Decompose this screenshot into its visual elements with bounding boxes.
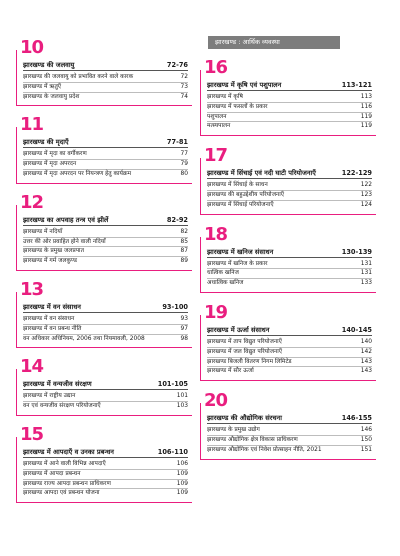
toc-entry[interactable]: [23, 160, 188, 170]
toc-entry-title: झारखण्ड की जलवायु को प्रभावित करने वाले कारक: [23, 74, 134, 80]
toc-entry-page: 85: [180, 238, 188, 245]
toc-entry[interactable]: [23, 489, 188, 498]
toc-entry-page: 131: [360, 270, 372, 277]
toc-entry-page: 98: [180, 335, 188, 342]
toc-entry-title: झारखण्ड में आने वाली विभिन्न आपदाएँ: [23, 460, 106, 467]
chapter-title-row[interactable]: [23, 447, 188, 458]
toc-entry-title: पशुपालन: [207, 113, 227, 120]
toc-entry-title: झारखण्ड में कृषि: [207, 94, 243, 100]
toc-entry-page: 109: [176, 470, 188, 477]
chapter-number: 17: [204, 145, 228, 167]
toc-entry[interactable]: [23, 325, 188, 335]
chapter-block: [16, 38, 192, 106]
toc-entry-title: झारखण्ड में फसलों के प्रकार: [207, 103, 268, 110]
chapter-number: 12: [20, 191, 44, 213]
toc-entry[interactable]: [23, 238, 188, 248]
chapter-page-range: 113-121: [341, 81, 372, 89]
toc-entry-page: 87: [180, 248, 188, 255]
chapter-block: [16, 115, 192, 183]
toc-entry-page: 73: [180, 83, 188, 90]
chapter-number: 14: [20, 356, 44, 378]
toc-entry-title: झारखण्ड में खनिज के प्रकार: [207, 260, 268, 267]
toc-entry-page: 82: [180, 228, 188, 235]
toc-entry-title: अधात्विक खनिज: [207, 280, 244, 287]
toc-entry-title: उत्तर की ओर प्रवाहित होने वाली नदियाँ: [23, 238, 106, 245]
chapter-frame: [16, 127, 192, 183]
toc-entry[interactable]: [23, 228, 188, 238]
toc-entry-page: 74: [180, 93, 188, 100]
toc-entry-page: 150: [360, 436, 372, 443]
toc-entry-title: झारखण्ड में मृदा का वर्गीकरण: [23, 151, 87, 158]
chapter-page-range: 130-139: [341, 247, 372, 256]
chapter-block: [16, 357, 192, 416]
toc-entry[interactable]: [23, 402, 188, 411]
toc-entry-title: झारखण्ड में ऋतुएँ: [23, 83, 62, 90]
toc-entry-title: झारखण्ड में वन संसाधन: [23, 315, 75, 322]
toc-entry-title: झारखण्ड की बहुउद्देशीय परियोजनाएँ: [207, 191, 284, 198]
chapter-title: झारखण्ड में खनिज संसाधन: [207, 247, 274, 256]
toc-entry[interactable]: [207, 191, 372, 201]
toc-entry-page: 109: [176, 490, 188, 497]
toc-entry-page: 79: [180, 161, 188, 168]
left-column: [16, 38, 192, 503]
toc-entry-page: 119: [360, 123, 372, 130]
toc-entry-page: 143: [360, 358, 372, 365]
chapter-title-row[interactable]: [207, 168, 372, 179]
toc-entry-title: झारखण्ड में सिंचाई परियोजनाएँ: [207, 201, 274, 208]
chapter-frame: [200, 315, 376, 381]
right-column: [200, 58, 376, 460]
chapter-page-range: 122-129: [341, 169, 372, 178]
chapter-title: झारखण्ड में वन संसाधन: [23, 302, 81, 311]
chapter-title: झारखण्ड में कृषि एवं पशुपालन: [207, 81, 282, 89]
toc-entry-page: 151: [360, 446, 372, 453]
chapter-title: झारखण्ड में आपदाएँ व उनका प्रबन्धन: [23, 447, 114, 456]
toc-entry[interactable]: [207, 426, 372, 436]
toc-entry-page: 122: [360, 182, 372, 189]
toc-entry-page: 143: [360, 368, 372, 375]
chapter-page-range: 101-105: [157, 380, 188, 389]
chapter-number: 15: [20, 423, 44, 445]
toc-entry-page: 77: [180, 151, 188, 158]
toc-entry-title: झारखण्ड के जलवायु प्रदेश: [23, 93, 80, 100]
chapter-number: 20: [204, 390, 228, 412]
chapter-block: [200, 146, 376, 214]
toc-entry[interactable]: [23, 247, 188, 257]
toc-entry-title: झारखण्ड के प्रमुख उद्योग: [207, 427, 260, 434]
toc-entry-page: 113: [360, 94, 372, 100]
chapter-block: [200, 58, 376, 136]
chapter-title: झारखण्ड की औद्योगिक संरचना: [207, 414, 282, 423]
toc-entry-title: झारखण्ड औद्योगिक क्षेत्र विकास प्राधिकरण: [207, 436, 298, 443]
chapter-page-range: 106-110: [157, 447, 188, 456]
toc-entry[interactable]: [207, 279, 372, 288]
toc-entry-title: मत्स्यपालन: [207, 123, 231, 130]
chapter-title-row[interactable]: [23, 215, 188, 226]
toc-entry-page: 103: [176, 403, 188, 410]
toc-entry[interactable]: [23, 480, 188, 490]
toc-entry-title: झारखण्ड में जल विद्युत परियोजनाएँ: [207, 348, 283, 355]
toc-entry[interactable]: [207, 446, 372, 455]
toc-entry-page: 109: [176, 480, 188, 487]
toc-entry-title: धात्विक खनिज: [207, 270, 239, 277]
toc-entry-title: झारखण्ड में सिंचाई के साधन: [207, 182, 268, 189]
toc-entry[interactable]: [23, 470, 188, 480]
chapter-frame: [16, 292, 192, 348]
chapter-frame: [16, 369, 192, 416]
chapter-title-row[interactable]: [23, 60, 188, 71]
toc-entry[interactable]: [207, 113, 372, 123]
toc-entry-title: झारखण्ड में राष्ट्रीय उद्यान: [23, 393, 76, 400]
chapter-page-range: 140-145: [341, 325, 372, 334]
toc-entry[interactable]: [207, 93, 372, 103]
toc-entry-page: 124: [360, 201, 372, 208]
chapter-page-range: 93-100: [162, 302, 188, 311]
toc-entry-page: 142: [360, 348, 372, 355]
toc-entry-page: 119: [360, 113, 372, 120]
toc-entry-title: वन अधिकार अधिनियम, 2006 तथा नियमावली, 2008: [23, 335, 145, 342]
chapter-frame: [16, 437, 192, 503]
toc-entry-title: झारखण्ड बिजली वितरण निगम लिमिटेड: [207, 358, 292, 365]
toc-entry-title: झारखण्ड आपदा एवं प्रबन्धन योजना: [23, 490, 100, 497]
toc-entry[interactable]: [207, 122, 372, 131]
toc-entry[interactable]: [207, 269, 372, 279]
chapter-title-row[interactable]: [207, 325, 372, 336]
chapter-block: [200, 303, 376, 381]
toc-entry-title: झारखण्ड औद्योगिक एवं निवेश प्रोत्साहन नीति, 2021: [207, 446, 322, 453]
chapter-block: [16, 280, 192, 348]
toc-entry-page: 93: [180, 315, 188, 322]
toc-entry[interactable]: [207, 348, 372, 358]
chapter-title: झारखण्ड की जलवायु: [23, 61, 75, 69]
toc-entry[interactable]: [207, 436, 372, 446]
toc-entry[interactable]: [23, 335, 188, 344]
chapter-title-row[interactable]: [207, 247, 372, 258]
chapter-number: 11: [20, 114, 44, 136]
chapter-frame: [200, 70, 376, 136]
chapter-block: [16, 193, 192, 271]
toc-entry-title: झारखण्ड में सौर ऊर्जा: [207, 368, 254, 375]
toc-entry[interactable]: [207, 201, 372, 210]
chapter-number: 10: [20, 37, 44, 58]
toc-entry-title: झारखण्ड में ताप विद्युत परियोजनाएँ: [207, 338, 282, 345]
toc-entry[interactable]: [23, 257, 188, 266]
chapter-number: 13: [20, 278, 44, 300]
toc-entry-title: झारखण्ड राज्य आपदा प्रबन्धन प्राधिकरण: [23, 480, 111, 487]
chapter-block: [16, 425, 192, 503]
chapter-title: झारखण्ड की मृदाएँ: [23, 138, 69, 147]
toc-entry[interactable]: [23, 392, 188, 402]
chapter-number: 18: [204, 223, 228, 245]
toc-entry[interactable]: [23, 93, 188, 102]
section-header-label: झारखण्ड : आर्थिक व्यवस्था: [215, 38, 280, 46]
toc-entry-title: झारखण्ड के प्रमुख जलप्रपात: [23, 248, 84, 255]
chapter-title: झारखण्ड में वन्यजीव संरक्षण: [23, 380, 92, 389]
toc-entry-title: झारखण्ड में वन प्रबन्ध नीति: [23, 325, 82, 332]
chapter-title-row[interactable]: [23, 379, 188, 390]
chapter-number: 16: [204, 57, 228, 78]
toc-entry-page: 89: [180, 258, 188, 265]
toc-entry-title: झारखण्ड में गर्म जलकुण्ड: [23, 258, 77, 265]
toc-entry-page: 140: [360, 338, 372, 345]
toc-entry-page: 72: [180, 74, 188, 80]
toc-entry[interactable]: [23, 170, 188, 179]
toc-entry-page: 123: [360, 191, 372, 198]
toc-entry[interactable]: [207, 367, 372, 376]
toc-entry[interactable]: [23, 73, 188, 83]
chapter-block: [200, 225, 376, 293]
chapter-title-row[interactable]: [23, 137, 188, 148]
chapter-page-range: 146-155: [341, 414, 372, 423]
chapter-title: झारखण्ड में सिंचाई एवं नदी घाटी परियोजनाएँ: [207, 169, 316, 178]
toc-entry[interactable]: [207, 260, 372, 270]
toc-entry-page: 133: [360, 280, 372, 287]
chapter-page-range: 82-92: [166, 215, 188, 224]
toc-entry[interactable]: [207, 103, 372, 113]
chapter-frame: [200, 403, 376, 459]
chapter-frame: [16, 205, 192, 271]
toc-entry-page: 131: [360, 260, 372, 267]
chapter-frame: [200, 237, 376, 293]
toc-entry-page: 97: [180, 325, 188, 332]
chapter-title-row[interactable]: [23, 302, 188, 313]
chapter-title-row[interactable]: [207, 80, 372, 91]
toc-entry[interactable]: [23, 460, 188, 470]
toc-entry-page: 146: [360, 427, 372, 434]
chapter-page-range: 72-76: [166, 61, 188, 69]
toc-entry[interactable]: [207, 358, 372, 368]
toc-entry-title: वन एवं वन्यजीव संरक्षण परियोजनाएँ: [23, 403, 101, 410]
section-header-band: [208, 36, 340, 49]
chapter-title: झारखण्ड में ऊर्जा संसाधन: [207, 325, 270, 334]
toc-entry[interactable]: [207, 338, 372, 348]
chapter-frame: [200, 158, 376, 214]
toc-entry-title: झारखण्ड में मृदा अपरदन: [23, 161, 77, 168]
toc-entry-title: झारखण्ड में नदियाँ: [23, 228, 63, 235]
toc-entry-page: 106: [176, 460, 188, 467]
chapter-title-row[interactable]: [207, 413, 372, 424]
chapter-block: [200, 391, 376, 459]
toc-entry[interactable]: [23, 315, 188, 325]
toc-entry[interactable]: [207, 181, 372, 191]
toc-entry[interactable]: [23, 83, 188, 93]
toc-entry-page: 116: [360, 103, 372, 110]
toc-entry-page: 80: [180, 170, 188, 177]
toc-entry-page: 101: [176, 393, 188, 400]
chapter-page-range: 77-81: [166, 138, 188, 147]
chapter-number: 19: [204, 301, 228, 323]
toc-entry[interactable]: [23, 150, 188, 160]
toc-entry-title: झारखण्ड में मृदा अपरदन पर नियन्त्रण हेतु कार्यक्रम: [23, 170, 132, 177]
chapter-title: झारखण्ड का अपवाह तन्त्र एवं झीलें: [23, 215, 109, 224]
toc-entry-title: झारखण्ड में आपदा प्रबन्धन: [23, 470, 81, 477]
chapter-frame: [16, 50, 192, 106]
